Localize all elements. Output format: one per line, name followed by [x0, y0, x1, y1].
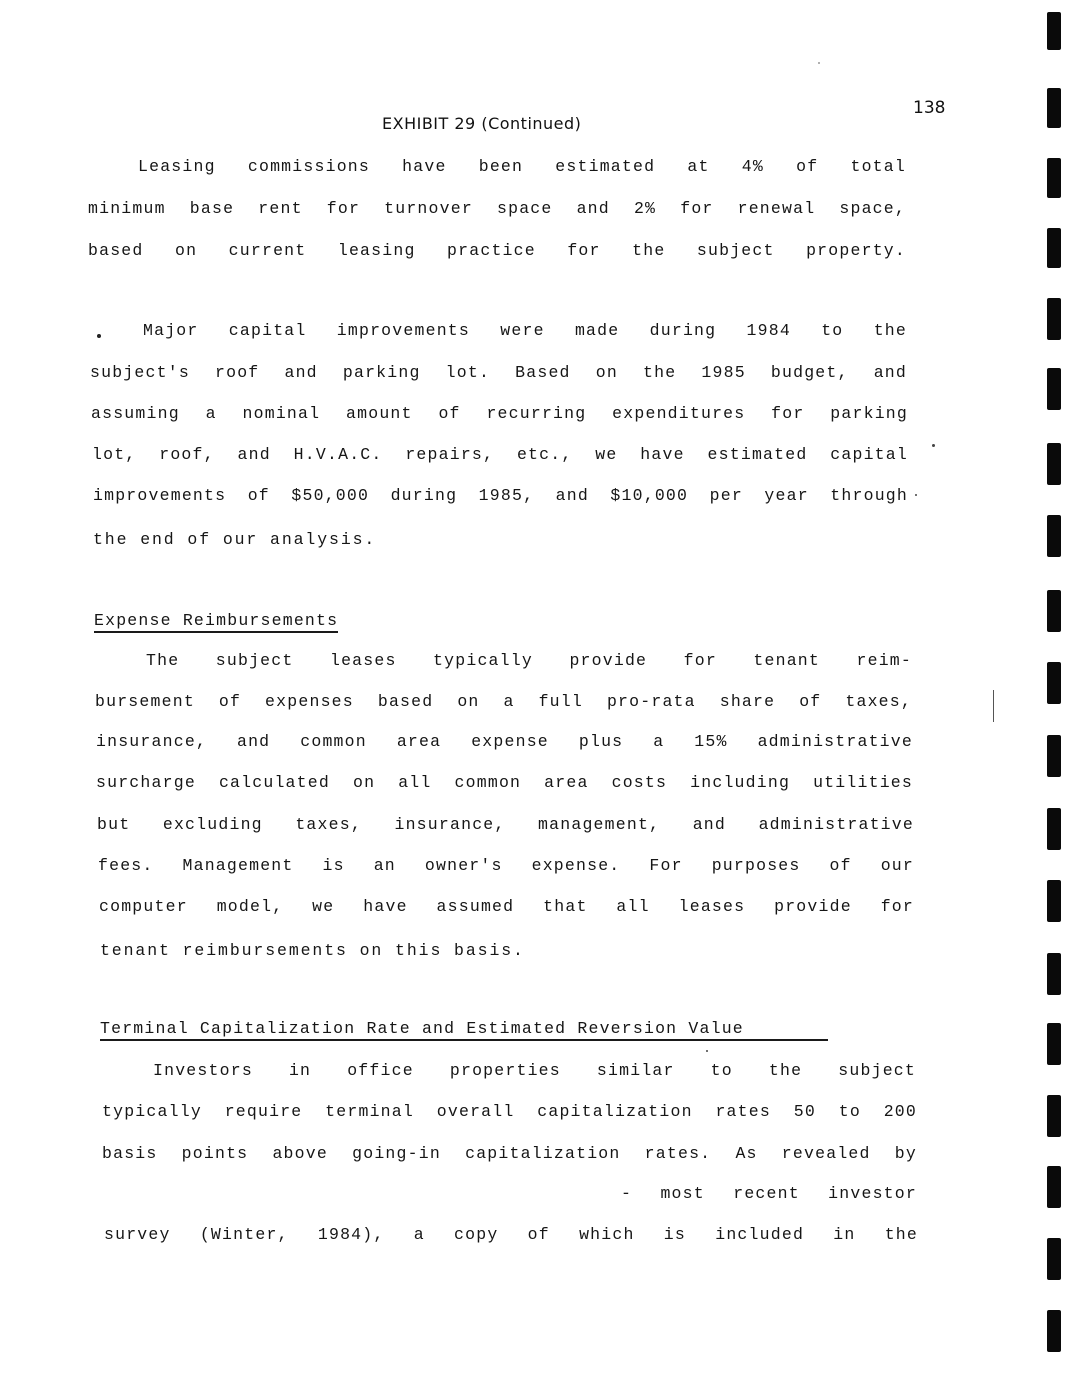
section-heading-expense-reimbursements: Expense Reimbursements: [94, 611, 338, 633]
page-number: 138: [913, 98, 946, 118]
binding-mark: [1047, 662, 1061, 704]
text-line: but excluding taxes, insurance, management, and administrative: [97, 815, 914, 834]
scan-artifact-line: [993, 690, 994, 722]
text-line: typically require terminal overall capitalization rates 50 to 200: [102, 1102, 917, 1121]
text-line: the end of our analysis.: [93, 530, 377, 549]
text-line: Investors in office properties similar to the subject: [153, 1061, 916, 1080]
exhibit-title: EXHIBIT 29 (Continued): [382, 114, 582, 133]
binding-mark: [1047, 12, 1061, 50]
scan-speck: [932, 444, 935, 447]
text-line: assuming a nominal amount of recurring expenditures for parking: [91, 404, 908, 423]
text-line: insurance, and common area expense plus a 15% administrative: [96, 732, 913, 751]
binding-mark: [1047, 443, 1061, 485]
binding-mark: [1047, 1238, 1061, 1280]
text-line: subject's roof and parking lot. Based on the 1985 budget, and: [90, 363, 907, 382]
binding-mark: [1047, 1310, 1061, 1352]
text-line: basis points above going-in capitalization rates. As revealed by: [102, 1144, 917, 1163]
binding-mark: [1047, 735, 1061, 777]
binding-mark: [1047, 515, 1061, 557]
binding-mark: [1047, 1023, 1061, 1065]
binding-mark: [1047, 158, 1061, 198]
text-line: tenant reimbursements on this basis.: [100, 941, 525, 960]
scan-speck: [706, 1050, 708, 1052]
text-line: lot, roof, and H.V.A.C. repairs, etc., we have estimated capital: [92, 445, 908, 464]
text-line: improvements of $50,000 during 1985, and $10,000 per year through: [93, 486, 908, 505]
binding-mark: [1047, 228, 1061, 268]
binding-mark: [1047, 368, 1061, 410]
text-line: Leasing commissions have been estimated at 4% of total: [138, 157, 906, 176]
section-heading-terminal-capitalization: Terminal Capitalization Rate and Estimated Reversion Value: [100, 1019, 828, 1041]
binding-mark: [1047, 953, 1061, 995]
scan-speck: [915, 494, 917, 496]
scan-speck: [818, 62, 820, 64]
text-line: bursement of expenses based on a full pro-rata share of taxes,: [95, 692, 912, 711]
text-line: The subject leases typically provide for tenant reim-: [146, 651, 912, 670]
text-line: Major capital improvements were made during 1984 to the: [143, 321, 907, 340]
binding-mark: [1047, 808, 1061, 850]
binding-mark: [1047, 880, 1061, 922]
text-line: survey (Winter, 1984), a copy of which is included in the: [104, 1225, 918, 1244]
text-line: computer model, we have assumed that all leases provide for: [99, 897, 914, 916]
binding-mark: [1047, 298, 1061, 340]
text-line: - most recent investor: [621, 1184, 917, 1203]
binding-mark: [1047, 1095, 1061, 1137]
binding-mark: [1047, 88, 1061, 128]
binding-mark: [1047, 590, 1061, 632]
bullet-icon: [97, 334, 101, 338]
text-line: fees. Management is an owner's expense. For purposes of our: [98, 856, 914, 875]
binding-mark: [1047, 1166, 1061, 1208]
text-line: surcharge calculated on all common area costs including utilities: [96, 773, 913, 792]
text-line: based on current leasing practice for the subject property.: [88, 241, 906, 260]
text-line: minimum base rent for turnover space and 2% for renewal space,: [88, 199, 906, 218]
